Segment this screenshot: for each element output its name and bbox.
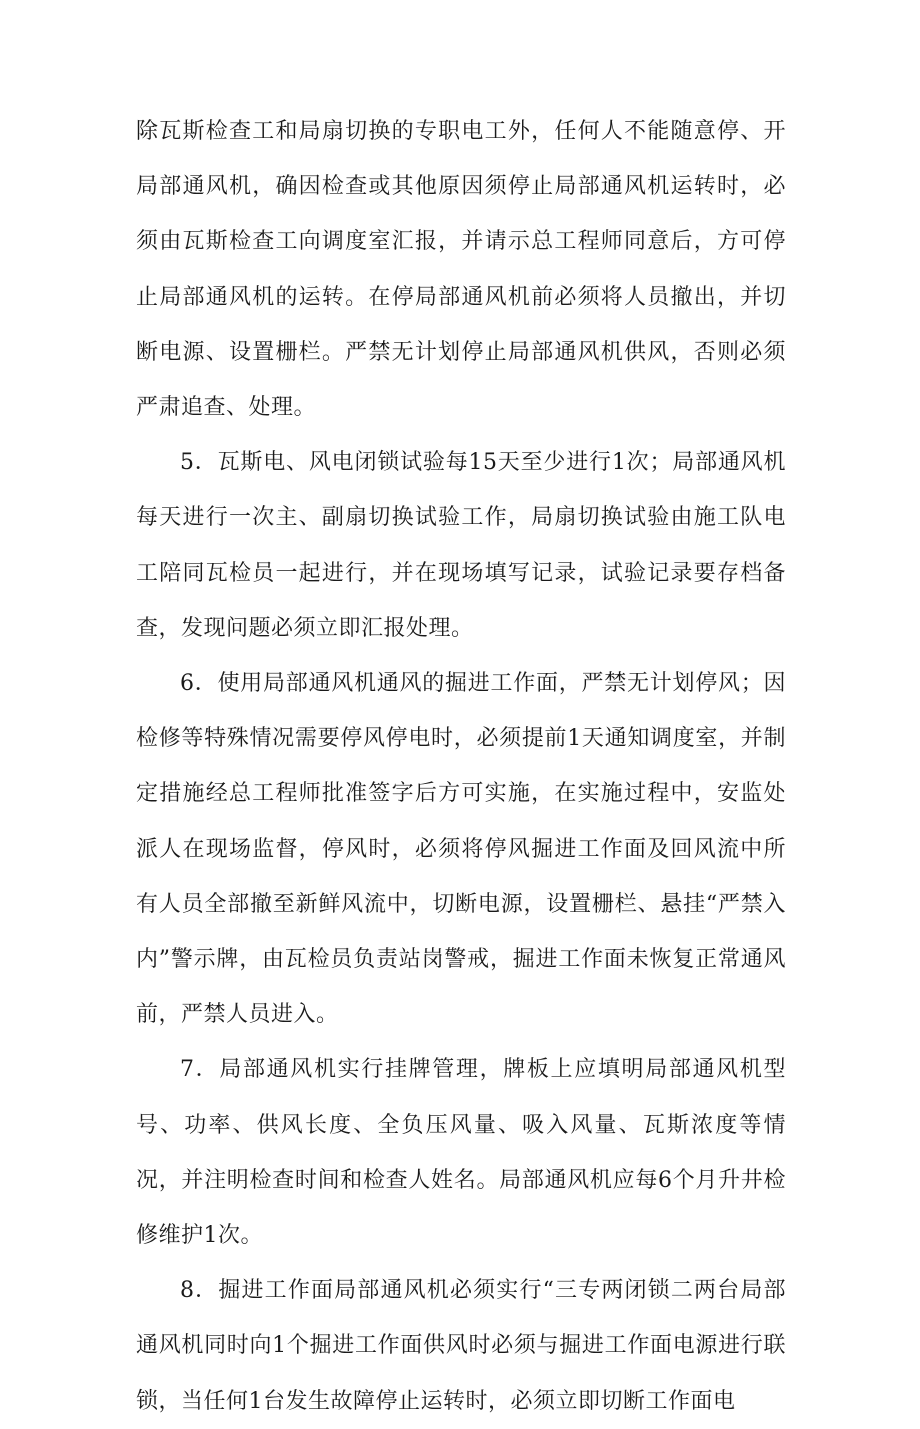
- paragraph-item-5: 5．瓦斯电、风电闭锁试验每15天至少进行1次；局部通风机每天进行一次主、副扇切换试验工作，局扇切换试验由施工队电工陪同瓦检员一起进行，并在现场填写记录，试验记录要存档备查，发现问题必须立即汇报处理。: [136, 450, 786, 641]
- paragraph-item-8: 8．掘进工作面局部通风机必须实行“三专两闭锁二两台局部通风机同时向1个掘进工作面供风时必须与掘进工作面电源进行联锁，当任何1台发生故障停止运转时，必须立即切断工作面电: [136, 1278, 786, 1414]
- paragraph-item-6: 6．使用局部通风机通风的掘进工作面，严禁无计划停风；因检修等特殊情况需要停风停电时，必须提前1天通知调度室，并制定措施经总工程师批准签字后方可实施，在实施过程中，安监处派人在现场监督，停风时，必须将停风掘进工作面及回风流中所有人员全部撤至新鲜风流中，切断电源，设置栅栏、悬挂“严禁入内”警示牌，由瓦检员负责站岗警戒，掘进工作面未恢复正常通风前，严禁人员进入。: [136, 671, 786, 1028]
- paragraph-continuation: 除瓦斯检查工和局扇切换的专职电工外，任何人不能随意停、开局部通风机，确因检查或其他原因须停止局部通风机运转时，必须由瓦斯检查工向调度室汇报，并请示总工程师同意后，方可停止局部通风机的运转。在停局部通风机前必须将人员撤出，并切断电源、设置栅栏。严禁无计划停止局部通风机供风，否则必须严肃追查、处理。: [136, 119, 786, 421]
- document-body: [136, 104, 786, 1429]
- paragraph-item-7: 7．局部通风机实行挂牌管理，牌板上应填明局部通风机型号、功率、供风长度、全负压风量、吸入风量、瓦斯浓度等情况，并注明检查时间和检查人姓名。局部通风机应每6个月升井检修维护1次。: [136, 1057, 786, 1249]
